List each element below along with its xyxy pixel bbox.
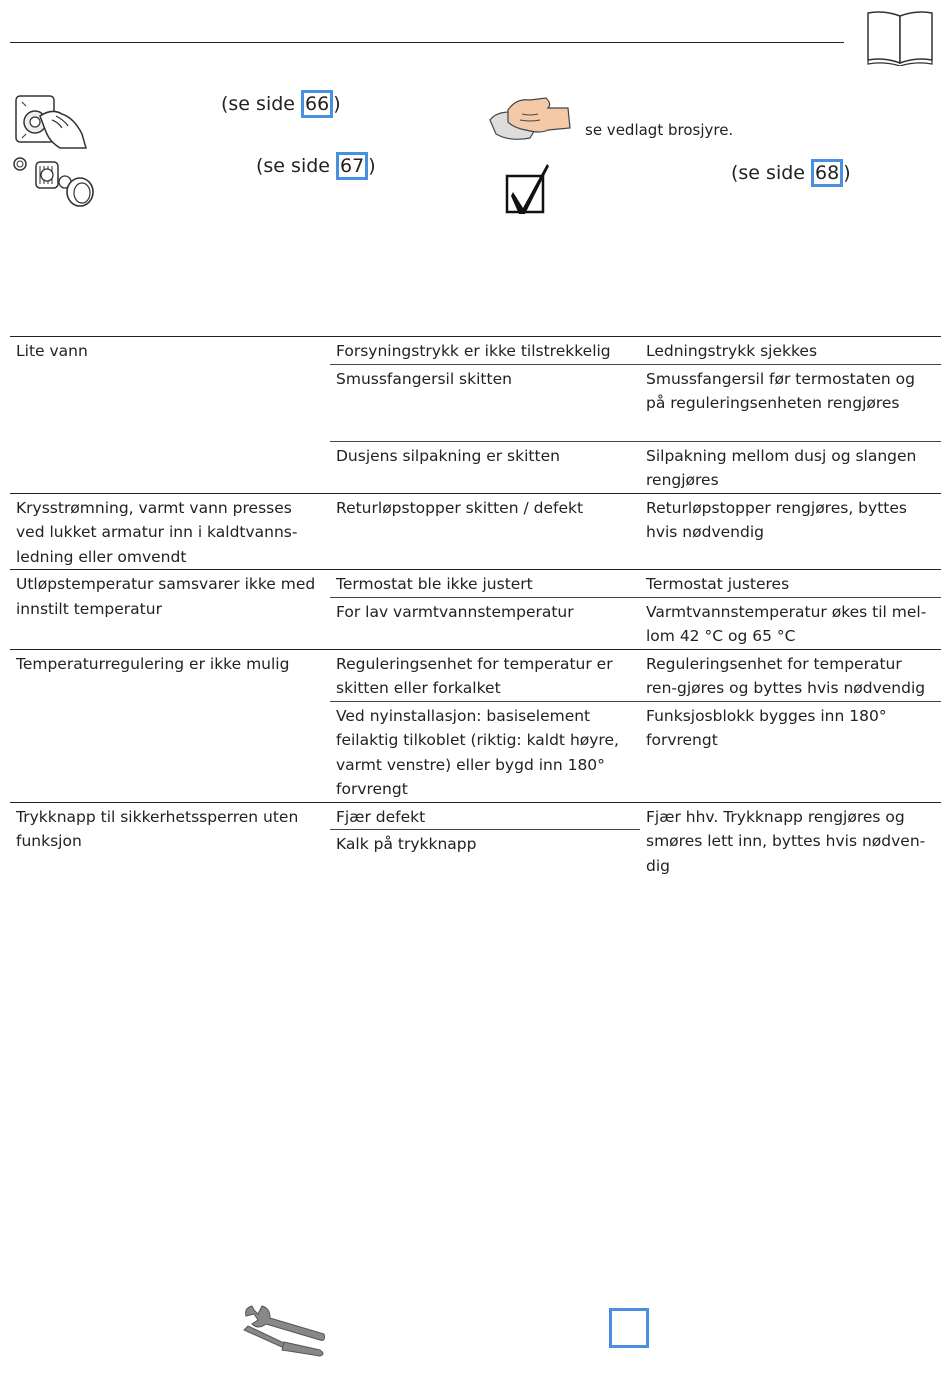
page-link-66[interactable]: 66 (301, 90, 333, 118)
ref-close: ) (368, 155, 376, 177)
problem-cell: Krysstrømning, varmt vann presses ved lukket armatur inn i kaldtvanns-ledning eller omvendt (10, 493, 330, 570)
hand-cloth-icon (486, 94, 574, 144)
cause-cell: Ved nyinstallasjon: basiselement feilaktig tilkoblet (riktig: kaldt høyre, varmt venstre) eller bygd inn 180° forvrengt (330, 701, 640, 802)
cause-cell: Smussfangersil skitten (330, 364, 640, 441)
ref-text: (se side (221, 93, 302, 115)
table-row (10, 337, 941, 365)
remedy-cell: Ledningstrykk sjekkes (640, 337, 941, 365)
remedy-cell: Returløpstopper rengjøres, byttes hvis nødvendig (640, 493, 941, 570)
problem-cell: Utløpstemperatur samsvarer ikke med innstilt temperatur (10, 570, 330, 650)
table-row (10, 649, 941, 701)
remedy-cell: Reguleringsenhet for temperatur ren-gjøres og byttes hvis nødvendig (640, 649, 941, 701)
page-link-67[interactable]: 67 (336, 152, 368, 180)
problem-cell: Lite vann (10, 337, 330, 494)
table-row (10, 802, 941, 830)
cause-cell: Kalk på trykknapp (330, 830, 640, 883)
troubleshooting-table (10, 336, 941, 882)
cause-cell: Termostat ble ikke justert (330, 570, 640, 598)
empty-checkbox[interactable] (609, 1308, 649, 1348)
cause-cell: Returløpstopper skitten / defekt (330, 493, 640, 570)
cause-cell: Reguleringsenhet for temperatur er skitten eller forkalket (330, 649, 640, 701)
remedy-cell: Funksjosblokk bygges inn 180° forvrengt (640, 701, 941, 802)
cause-cell: Dusjens silpakning er skitten (330, 441, 640, 493)
see-page-ref-67 (256, 152, 376, 180)
header-rule (10, 42, 844, 43)
remedy-cell: Fjær hhv. Trykknapp rengjøres og smøres lett inn, byttes hvis nødven-dig (640, 802, 941, 882)
cause-cell: For lav varmtvannstemperatur (330, 597, 640, 649)
ref-text: (se side (256, 155, 337, 177)
checkbox-check-icon (503, 158, 553, 218)
remedy-cell: Varmtvannstemperatur økes til mel-lom 42 °C og 65 °C (640, 597, 941, 649)
cause-cell: Fjær defekt (330, 802, 640, 830)
problem-cell: Temperaturregulering er ikke mulig (10, 649, 330, 802)
remedy-cell: Smussfangersil før termostaten og på reguleringsenheten rengjøres (640, 364, 941, 441)
ref-text: (se side (731, 162, 812, 184)
open-book-icon (866, 10, 934, 66)
table-row (10, 570, 941, 598)
cleaning-note: se vedlagt brosjyre. (585, 121, 734, 139)
hand-dial-icon (12, 92, 88, 150)
page-link-68[interactable]: 68 (811, 159, 843, 187)
see-page-ref-66 (221, 90, 341, 118)
see-page-ref-68 (731, 159, 851, 187)
remedy-cell: Silpakning mellom dusj og slangen rengjøres (640, 441, 941, 493)
wrench-screwdriver-icon (240, 1300, 330, 1358)
remedy-cell: Termostat justeres (640, 570, 941, 598)
ref-close: ) (843, 162, 851, 184)
ref-close: ) (333, 93, 341, 115)
cause-cell: Forsyningstrykk er ikke tilstrekkelig (330, 337, 640, 365)
problem-cell: Trykknapp til sikkerhetssperren uten funksjon (10, 802, 330, 882)
parts-disassembly-icon (12, 152, 96, 208)
table-row (10, 493, 941, 570)
